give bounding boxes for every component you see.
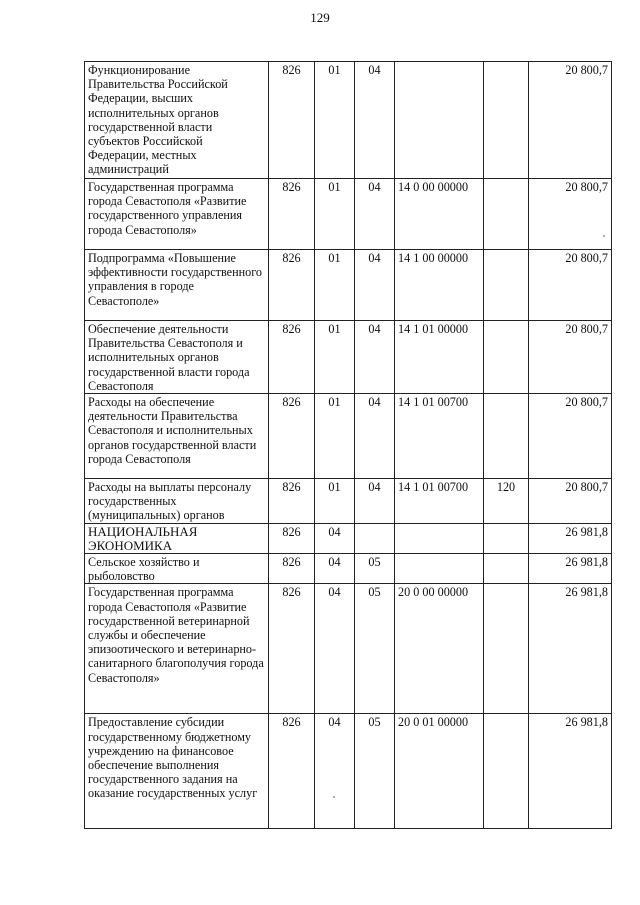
target-article-code: 14 0 00 00000 xyxy=(395,179,484,250)
table-row xyxy=(85,714,612,829)
grbs-code: 826 xyxy=(269,250,315,321)
section-code: 01 xyxy=(315,321,355,394)
table-row xyxy=(85,250,612,321)
grbs-code: 826 xyxy=(269,179,315,250)
budget-table xyxy=(84,61,612,829)
expense-type-code xyxy=(484,394,529,479)
expense-type-code xyxy=(484,714,529,829)
subsection-code: 04 xyxy=(355,321,395,394)
scan-speck xyxy=(333,796,335,798)
subsection-code: 05 xyxy=(355,714,395,829)
section-code: 01 xyxy=(315,179,355,250)
row-name: Сельское хозяйство и рыболовство xyxy=(85,554,269,584)
section-code: 01 xyxy=(315,250,355,321)
amount: 26 981,8 xyxy=(529,554,612,584)
target-article-code xyxy=(395,62,484,179)
grbs-code: 826 xyxy=(269,479,315,524)
amount: 20 800,7 xyxy=(529,62,612,179)
amount: 20 800,7 xyxy=(529,321,612,394)
subsection-code: 04 xyxy=(355,179,395,250)
subsection-code: 04 xyxy=(355,250,395,321)
row-name: Функционирование Правительства Российской Федерации, высших исполнительных органов государственной власти субъектов Российской Федерации, местных администраций xyxy=(85,62,269,179)
target-article-code xyxy=(395,554,484,584)
subsection-code: 05 xyxy=(355,554,395,584)
grbs-code: 826 xyxy=(269,554,315,584)
row-name: Государственная программа города Севастополя «Развитие государственной ветеринарной службы и обеспечение эпизоотического и ветеринарно-санитарного благополучия города Севастополя» xyxy=(85,584,269,714)
amount: 20 800,7 xyxy=(529,479,612,524)
expense-type-code xyxy=(484,321,529,394)
target-article-code: 14 1 01 00700 xyxy=(395,394,484,479)
row-name: НАЦИОНАЛЬНАЯ ЭКОНОМИКА xyxy=(85,523,269,553)
table-row xyxy=(85,394,612,479)
subsection-code: 04 xyxy=(355,394,395,479)
table-row xyxy=(85,321,612,394)
subsection-code xyxy=(355,523,395,553)
expense-type-code xyxy=(484,62,529,179)
target-article-code: 14 1 01 00700 xyxy=(395,479,484,524)
expense-type-code: 120 xyxy=(484,479,529,524)
row-name: Расходы на обеспечение деятельности Правительства Севастополя и исполнительных органов государственной власти города Севастополя xyxy=(85,394,269,479)
row-name: Расходы на выплаты персоналу государственных (муниципальных) органов xyxy=(85,479,269,524)
target-article-code: 20 0 01 00000 xyxy=(395,714,484,829)
subsection-code: 04 xyxy=(355,479,395,524)
table-row xyxy=(85,554,612,584)
table-row xyxy=(85,523,612,553)
expense-type-code xyxy=(484,250,529,321)
row-name: Государственная программа города Севастополя «Развитие государственного управления города Севастополя» xyxy=(85,179,269,250)
table-row xyxy=(85,62,612,179)
grbs-code: 826 xyxy=(269,714,315,829)
section-code: 01 xyxy=(315,62,355,179)
grbs-code: 826 xyxy=(269,584,315,714)
table-row xyxy=(85,584,612,714)
amount: 20 800,7 xyxy=(529,179,612,250)
amount: 20 800,7 xyxy=(529,250,612,321)
target-article-code: 14 1 01 00000 xyxy=(395,321,484,394)
grbs-code: 826 xyxy=(269,394,315,479)
expense-type-code xyxy=(484,554,529,584)
subsection-code: 05 xyxy=(355,584,395,714)
section-code: 04 xyxy=(315,554,355,584)
grbs-code: 826 xyxy=(269,62,315,179)
expense-type-code xyxy=(484,179,529,250)
table-row xyxy=(85,479,612,524)
page-number: 129 xyxy=(310,10,330,25)
table-row xyxy=(85,179,612,250)
row-name: Обеспечение деятельности Правительства Севастополя и исполнительных органов государственной власти города Севастополя xyxy=(85,321,269,394)
subsection-code: 04 xyxy=(355,62,395,179)
section-code: 01 xyxy=(315,394,355,479)
target-article-code xyxy=(395,523,484,553)
section-code: 04 xyxy=(315,714,355,829)
amount: 26 981,8 xyxy=(529,523,612,553)
amount: 26 981,8 xyxy=(529,584,612,714)
section-code: 01 xyxy=(315,479,355,524)
target-article-code: 20 0 00 00000 xyxy=(395,584,484,714)
section-code: 04 xyxy=(315,584,355,714)
scan-speck xyxy=(603,235,605,237)
section-code: 04 xyxy=(315,523,355,553)
expense-type-code xyxy=(484,584,529,714)
grbs-code: 826 xyxy=(269,321,315,394)
row-name: Предоставление субсидии государственному бюджетному учреждению на финансовое обеспечение выполнения государственного задания на оказание государственных услуг xyxy=(85,714,269,829)
grbs-code: 826 xyxy=(269,523,315,553)
amount: 20 800,7 xyxy=(529,394,612,479)
row-name: Подпрограмма «Повышение эффективности государственного управления в городе Севастополе» xyxy=(85,250,269,321)
expense-type-code xyxy=(484,523,529,553)
target-article-code: 14 1 00 00000 xyxy=(395,250,484,321)
amount: 26 981,8 xyxy=(529,714,612,829)
